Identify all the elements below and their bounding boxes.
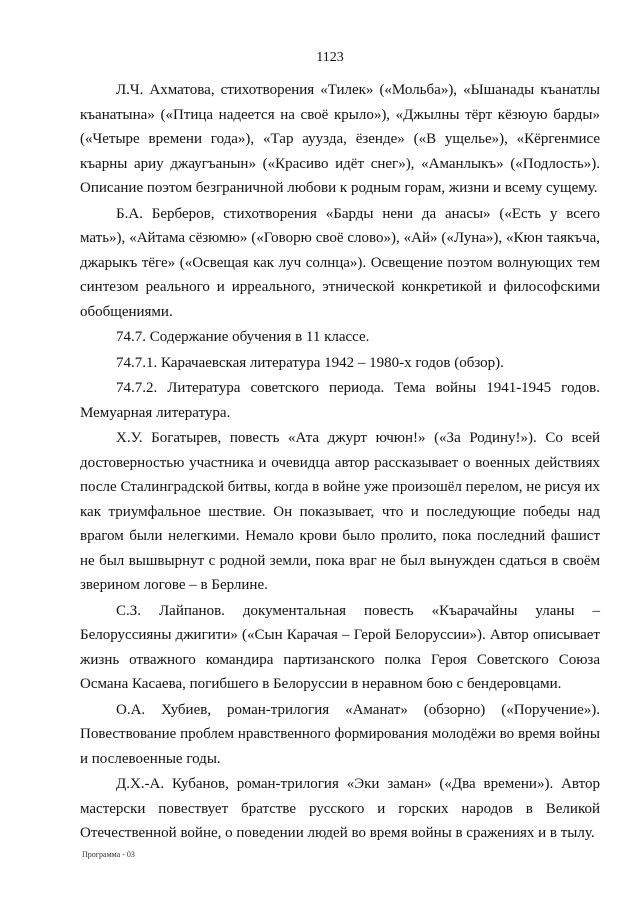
paragraph-bogatyrev: Х.У. Богатырев, повесть «Ата джурт ючюн!» («За Родину!»). Со всей достоверностью участника и очевидца автор рассказывает о военных действиях после Сталинградской битвы, когда в войне уже произошёл перелом, не рисуя их как триумфальное шествие. Он показывает, что и последующие победы над врагом были нелегкими. Немало крови было пролито, пока последний фашист не был вышвырнут с родной земли, пока враг не был вынужден сдаться в своём зверином логове – в Берлине. (80, 430, 600, 593)
page-number: 1123 (316, 50, 344, 65)
paragraph-berberov: Б.А. Берберов, стихотворения «Барды нени да анасы» («Есть у всего мать»), «Айтама сёзюмю» («Говорю своё слово»), «Ай» («Луна»), «Кюн таякъча, джарыкъ тёге» («Освещая как луч солнца»). Освещение поэтом волнующих тем синтезом реального и ирреального, этнической конкретикой и философскими обобщениями. (80, 205, 600, 320)
paragraph-laipanov: С.З. Лайпанов. документальная повесть «Къарачайны уланы – Белоруссияны джигити» («Сын Карачая – Герой Белоруссии»). Автор описывает жизнь отважного командира партизанского полка Героя Советского Союза Османа Касаева, погибшего в Белоруссии в неравном бою с бендеровцами. (80, 602, 600, 692)
section-heading-74-7-1: 74.7.1. Карачаевская литература 1942 – 1980-х годов (обзор). (116, 354, 504, 371)
paragraph-kubanov: Д.Х.-А. Кубанов, роман-трилогия «Эки заман» («Два времени»). Автор мастерски повествует братстве русского и горских народов в Великой Отечественной войне, о поведении людей во время войны в сражениях и в тылу. (80, 776, 600, 841)
paragraph-khubiev: О.А. Хубиев, роман-трилогия «Аманат» (обзорно) («Поручение»). Повествование проблем нравственного формирования молодёжи во время войны и послевоенные годы. (80, 701, 600, 767)
section-heading-74-7-2: 74.7.2. Литература советского периода. Тема войны 1941-1945 годов. Мемуарная литература. (80, 380, 600, 421)
paragraph-akhmatova: Л.Ч. Ахматова, стихотворения «Тилек» («Мольба»), «Ышанады къанатлы къанатына» («Птица надеется на своё крыло»), «Джылны тёрт кёзюую барды» («Четыре времени года»), «Тар ауузда, ёзенде» («В ущелье»), «Кёргенмисе къарны ариу джаугъанын» («Красиво идёт снег»), «Аманлыкъ» («Подлость»). Описание поэтом безграничной любови к родным горам, жизни и всему сущему. (80, 82, 600, 196)
document-body (80, 78, 600, 846)
section-heading-74-7: 74.7. Содержание обучения в 11 классе. (116, 329, 370, 345)
page-footer: Программа - 03 (82, 850, 135, 859)
